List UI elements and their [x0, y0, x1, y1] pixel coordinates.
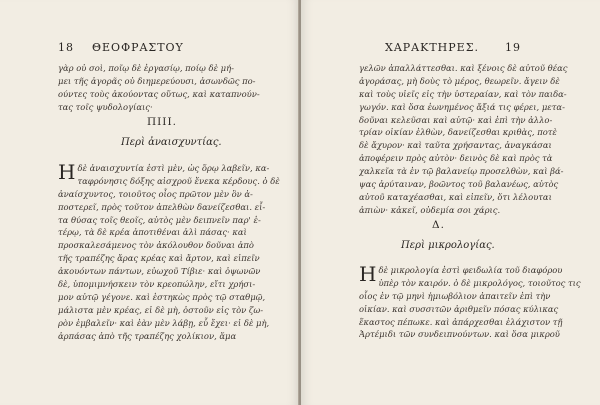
text-line: ρὸν ἐμβαλεῖν· καὶ ἐὰν μὲν λάβῃ, εὖ ἔχει· εἰ δὲ μὴ,: [58, 317, 270, 328]
text-line: τέρῳ, τὰ δὲ κρέα ἀποτιθέναι ἁλὶ πάσας· καὶ: [58, 227, 247, 238]
text-line: ἕκαστος πέπωκε. καὶ ἀπάρχεσθαι ἐλάχιστον τῇ: [359, 316, 563, 327]
section-number: ΠΙΙΙ.: [147, 116, 177, 128]
text-line: δοῦναι κελεῦσαι καὶ αὐτῷ· καὶ ἐπὶ τὴν ἀλλο-: [359, 114, 553, 125]
text-line: τα θύσας τοῖς θεοῖς, αὐτὸς μὲν δειπνεῖν παρ' ἑ-: [58, 214, 261, 225]
text-line: δὲ μικρολογία ἐστὶ φειδωλία τοῦ διαφόρου: [378, 265, 563, 275]
text-line: καὶ τοὺς υἱεῖς εἰς τὴν ὑστεραίαν, καὶ τὸν παιδα-: [359, 88, 567, 99]
text-line: γωγόν. καὶ ὅσα ἐωνημένος ἄξιά τις φέρει, μετα-: [359, 101, 565, 112]
text-line: δὲ ἀναισχυντία ἐστὶ μὲν, ὡς ὅρῳ λαβεῖν, κα-: [77, 163, 270, 173]
text-line: ἁρπάσας ἀπὸ τῆς τραπέζης χολίκιον, ἅμα: [58, 330, 237, 341]
text-line: τρίαν οἰκίαν ἐλθὼν, δανείζεσθαι κριθὰς, ποτὲ: [359, 127, 557, 138]
text-line: οἷος ἐν τῷ μηνὶ ἡμιωβόλιον ἀπαιτεῖν ἐπὶ τὴν: [359, 290, 551, 301]
left-page-number: 18: [58, 41, 74, 54]
left-running-head: ΘΕΟΦΡΑΣΤΟΥ: [92, 41, 184, 54]
text-line: ψας ἀρύταιναν, βοῶντος τοῦ βαλανέως, αὐτὸς: [359, 179, 559, 190]
text-line: ούντες τοὺς ἀκούοντας οὕτως, καὶ καταπνούν-: [58, 88, 260, 99]
left-body-text: [58, 162, 286, 342]
right-page-number: 19: [505, 41, 521, 54]
left-continued-text: [58, 62, 286, 114]
section-title: Περὶ ἀναισχυντίας.: [121, 137, 222, 148]
text-line: ἀπιὼν· κἀκεῖ, οὐδεμία σοι χάρις.: [359, 204, 501, 215]
text-line: ἀποφέρειν πρὸς αὐτὸν· δεινὸς δὲ καὶ πρὸς τὰ: [359, 153, 553, 164]
text-line: τῆς τραπέζης ἄρας κρέας καὶ ἄρτον, καὶ εἰπεῖν: [58, 253, 260, 264]
text-line: μον αὐτῷ γέγονε. καὶ ἑστηκὼς πρὸς τῷ σταθμῷ,: [58, 291, 266, 302]
text-line: δὲ, ὑπομιμνήσκειν τὸν κρεοπώλην, εἴτι χρήσι-: [58, 279, 256, 290]
text-line: ποστερεῖ, πρὸς τοῦτον ἀπελθὼν δανείζεσθαι. εἶ-: [58, 201, 266, 212]
text-line: δὲ ἄχυρον· καὶ ταῦτα χρήσαντας, ἀναγκάσαι: [359, 140, 552, 151]
text-line: ταφρόνησις δόξης αἰσχροῦ ἕνεκα κέρδους. ὁ δὲ: [77, 175, 280, 186]
text-line: ἀκουόντων πάντων, εὐωχοῦ Τίβιε· καὶ ὀψωνῶν: [58, 266, 261, 277]
text-line: γὰρ οὐ σοὶ, ποῖῳ δὲ ἐργασίῳ, ποίῳ δὲ μή-: [58, 63, 234, 73]
drop-cap: Η: [359, 262, 377, 286]
section-title: Περὶ μικρολογίας.: [401, 240, 495, 251]
text-line: μει τῆς ἀγορᾶς οὐ διημερεύουσι, ἀσωνδῶς πο-: [58, 75, 256, 86]
right-page: [301, 0, 600, 405]
text-line: ὑπὲρ τὸν καιρόν. ὁ δὲ μικρολόγος, τοιοῦτος τις: [378, 277, 581, 288]
text-line: τας τοῖς ψυδολογίαις·: [58, 101, 153, 112]
text-line: χαλκεῖα τὰ ἐν τῷ βαλανείῳ προσελθὼν, καὶ βά-: [359, 166, 564, 177]
right-running-head: ΧΑΡΑΚΤΗΡΕΣ.: [385, 41, 479, 54]
text-line: αὐτοῦ καταχέασθαι, καὶ εἰπεῖν, ὅτι λέλουται: [359, 191, 552, 202]
text-line: γελῶν ἀπαλλάττεσθαι. καὶ ξένοις δὲ αὐτοῦ θέας: [359, 63, 568, 73]
text-line: μάλιστα μὲν κρέας, εἰ δὲ μὴ, ὀστοῦν εἰς τὸν ζω-: [58, 304, 264, 315]
left-page: [0, 0, 299, 405]
drop-cap: Η: [58, 160, 76, 184]
text-line: ἀγοράσας, μὴ δοὺς τὸ μέρος, θεωρεῖν. ἄγειν δὲ: [359, 75, 560, 86]
text-line: Ἀρτέμιδι τῶν συνδειπνούντων. καὶ ὅσα μικροῦ: [359, 329, 560, 340]
right-continued-text: [359, 62, 585, 217]
section-number: Δ.: [432, 219, 445, 231]
text-line: προσκαλεσάμενος τὸν ἀκόλουθον δοῦναι ἀπὸ: [58, 240, 254, 251]
text-line: ἀναίσχυντος, τοιοῦτος οἷος πρῶτον μὲν ὃν ἀ-: [58, 188, 253, 199]
text-line: οἰκίαν. καὶ συσσιτῶν ἀριθμεῖν πόσας κύλικας: [359, 303, 559, 314]
right-body-text: [359, 264, 585, 341]
